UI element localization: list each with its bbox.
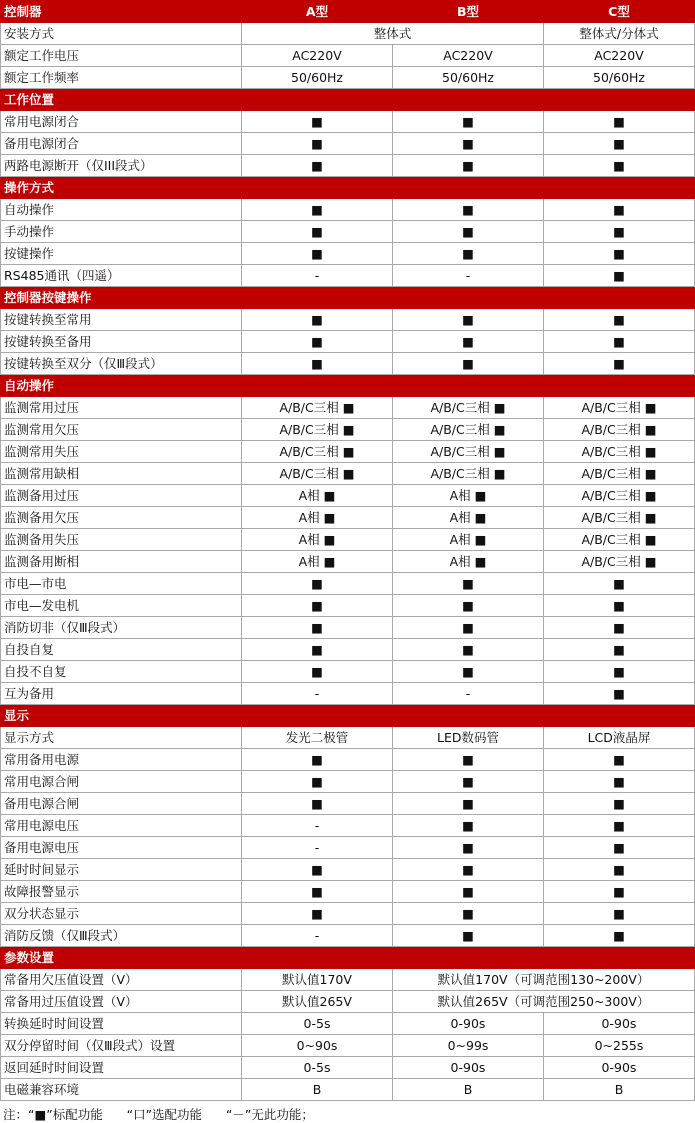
value-cell: ■ (242, 221, 393, 243)
table-row (1, 23, 695, 45)
value-cell: ■ (544, 683, 695, 705)
value-cell: A相 ■ (242, 507, 393, 529)
row-label: 自动操作 (1, 199, 242, 221)
value-cell: ■ (544, 199, 695, 221)
row-label: 市电—市电 (1, 573, 242, 595)
value-cell: LCD液晶屏 (544, 727, 695, 749)
value-cell: - (393, 265, 544, 287)
table-row (1, 485, 695, 507)
row-label: 监测备用断相 (1, 551, 242, 573)
footnote: 注：“■”标配功能 “口”选配功能 “－”无此功能； (3, 1107, 314, 1122)
row-label: 消防切非（仅Ⅲ段式） (1, 617, 242, 639)
table-row (1, 67, 695, 89)
row-label: 常用备用电源 (1, 749, 242, 771)
value-cell: A/B/C三相 ■ (544, 529, 695, 551)
row-label: 故障报警显示 (1, 881, 242, 903)
value-cell: - (242, 683, 393, 705)
section-title: 显示 (1, 705, 695, 727)
table-row (1, 221, 695, 243)
table-row (1, 925, 695, 947)
row-label: 按键转换至常用 (1, 309, 242, 331)
table-row (1, 133, 695, 155)
table-row (1, 639, 695, 661)
value-cell: ■ (544, 595, 695, 617)
value-cell: ■ (544, 925, 695, 947)
table-row (1, 991, 695, 1013)
table-row (1, 265, 695, 287)
value-cell: ■ (393, 199, 544, 221)
value-cell: ■ (544, 639, 695, 661)
value-cell: ■ (393, 793, 544, 815)
value-cell: ■ (544, 331, 695, 353)
table-row (1, 749, 695, 771)
section-title: 自动操作 (1, 375, 695, 397)
table-header-row (1, 1, 695, 23)
table-row (1, 903, 695, 925)
value-cell: A/B/C三相 ■ (242, 441, 393, 463)
table-row (1, 793, 695, 815)
value-cell: ■ (242, 639, 393, 661)
value-cell: ■ (242, 133, 393, 155)
value-cell: - (242, 837, 393, 859)
table-row (1, 837, 695, 859)
value-cell: ■ (393, 353, 544, 375)
value-cell: ■ (242, 331, 393, 353)
table-row (1, 463, 695, 485)
row-label: 自投自复 (1, 639, 242, 661)
row-label: 自投不自复 (1, 661, 242, 683)
section-header-row (1, 375, 695, 397)
value-cell: A/B/C三相 ■ (393, 463, 544, 485)
value-cell: ■ (544, 309, 695, 331)
row-label: 延时时间显示 (1, 859, 242, 881)
value-cell: A/B/C三相 ■ (544, 419, 695, 441)
value-cell: 发光二极管 (242, 727, 393, 749)
value-cell: A/B/C三相 ■ (242, 397, 393, 419)
row-label: 备用电源电压 (1, 837, 242, 859)
value-cell: ■ (242, 595, 393, 617)
value-cell: A相 ■ (393, 507, 544, 529)
value-cell: ■ (393, 111, 544, 133)
value-cell: ■ (242, 903, 393, 925)
value-cell: ■ (393, 925, 544, 947)
value-cell: A相 ■ (242, 551, 393, 573)
row-label: 常备用过压值设置（V） (1, 991, 242, 1013)
value-cell: A/B/C三相 ■ (393, 441, 544, 463)
row-label: 备用电源闭合 (1, 133, 242, 155)
table-row (1, 573, 695, 595)
table-row (1, 155, 695, 177)
section-header-row (1, 705, 695, 727)
value-cell: ■ (242, 353, 393, 375)
table-row (1, 617, 695, 639)
value-cell: AC220V (393, 45, 544, 67)
row-label: 双分状态显示 (1, 903, 242, 925)
table-row (1, 551, 695, 573)
table-row (1, 1035, 695, 1057)
table-row (1, 309, 695, 331)
section-title: 工作位置 (1, 89, 695, 111)
section-header-row (1, 89, 695, 111)
value-cell: ■ (544, 111, 695, 133)
value-cell: 50/60Hz (544, 67, 695, 89)
value-cell: ■ (544, 749, 695, 771)
value-cell: - (242, 265, 393, 287)
row-label: 转换延时时间设置 (1, 1013, 242, 1035)
value-cell: 50/60Hz (242, 67, 393, 89)
value-cell: 默认值170V (242, 969, 393, 991)
table-row (1, 45, 695, 67)
value-cell: ■ (544, 661, 695, 683)
value-cell: A相 ■ (242, 485, 393, 507)
row-label: 按键转换至备用 (1, 331, 242, 353)
table-row (1, 507, 695, 529)
table-row (1, 661, 695, 683)
row-label: 显示方式 (1, 727, 242, 749)
row-label: 消防反馈（仅Ⅲ段式） (1, 925, 242, 947)
row-label: 常用电源合闸 (1, 771, 242, 793)
header-type-b: B型 (393, 1, 544, 23)
value-cell: A/B/C三相 ■ (242, 419, 393, 441)
value-cell: 0-5s (242, 1057, 393, 1079)
header-type-c: C型 (544, 1, 695, 23)
row-label: 手动操作 (1, 221, 242, 243)
value-cell: - (393, 683, 544, 705)
value-cell: ■ (544, 573, 695, 595)
value-cell: ■ (393, 617, 544, 639)
value-cell: ■ (242, 573, 393, 595)
value-cell: 默认值170V（可调范围130~200V） (393, 969, 695, 991)
row-label: 监测常用失压 (1, 441, 242, 463)
value-cell: AC220V (544, 45, 695, 67)
value-cell: 0-5s (242, 1013, 393, 1035)
row-label: 电磁兼容环境 (1, 1079, 242, 1101)
value-cell: B (242, 1079, 393, 1101)
spec-table-body (1, 1, 695, 1101)
value-cell: A相 ■ (242, 529, 393, 551)
row-label: 按键转换至双分（仅Ⅲ段式） (1, 353, 242, 375)
value-cell: A/B/C三相 ■ (544, 551, 695, 573)
value-cell: A/B/C三相 ■ (544, 485, 695, 507)
value-cell: ■ (393, 771, 544, 793)
value-cell: ■ (242, 881, 393, 903)
value-cell: ■ (242, 749, 393, 771)
value-cell: ■ (544, 837, 695, 859)
row-label: 返回延时时间设置 (1, 1057, 242, 1079)
row-label: 常用电源闭合 (1, 111, 242, 133)
section-title: 参数设置 (1, 947, 695, 969)
table-row (1, 969, 695, 991)
value-cell: 0-90s (544, 1013, 695, 1035)
value-cell: ■ (393, 639, 544, 661)
table-row (1, 815, 695, 837)
row-label: 市电—发电机 (1, 595, 242, 617)
row-label: 两路电源断开（仅III段式） (1, 155, 242, 177)
value-cell: ■ (544, 793, 695, 815)
value-cell: ■ (544, 265, 695, 287)
table-row (1, 111, 695, 133)
table-row (1, 1057, 695, 1079)
value-cell: A相 ■ (393, 485, 544, 507)
value-cell: ■ (242, 771, 393, 793)
value-cell: A/B/C三相 ■ (544, 507, 695, 529)
value-cell: 0-90s (393, 1057, 544, 1079)
value-cell: 0-90s (393, 1013, 544, 1035)
row-label: 监测备用过压 (1, 485, 242, 507)
table-row (1, 529, 695, 551)
value-cell: 50/60Hz (393, 67, 544, 89)
row-label: 备用电源合闸 (1, 793, 242, 815)
value-cell: AC220V (242, 45, 393, 67)
value-cell: ■ (544, 859, 695, 881)
row-label: 安装方式 (1, 23, 242, 45)
value-cell: ■ (393, 903, 544, 925)
value-cell: 默认值265V (242, 991, 393, 1013)
value-cell: B (393, 1079, 544, 1101)
value-cell: A相 ■ (393, 529, 544, 551)
value-cell: A/B/C三相 ■ (544, 463, 695, 485)
value-cell: ■ (242, 309, 393, 331)
value-cell: A相 ■ (393, 551, 544, 573)
header-controller: 控制器 (1, 1, 242, 23)
value-cell: A/B/C三相 ■ (242, 463, 393, 485)
section-header-row (1, 177, 695, 199)
table-row (1, 243, 695, 265)
row-label: 额定工作电压 (1, 45, 242, 67)
table-row (1, 441, 695, 463)
table-row (1, 397, 695, 419)
value-cell: 0-90s (544, 1057, 695, 1079)
value-cell: LED数码管 (393, 727, 544, 749)
value-cell: ■ (393, 309, 544, 331)
value-cell: - (242, 925, 393, 947)
value-cell: ■ (393, 221, 544, 243)
value-cell: ■ (242, 111, 393, 133)
row-label: RS485通讯（四遥） (1, 265, 242, 287)
table-row (1, 199, 695, 221)
value-cell: - (242, 815, 393, 837)
value-cell: A/B/C三相 ■ (393, 397, 544, 419)
row-label: 互为备用 (1, 683, 242, 705)
value-cell: A/B/C三相 ■ (544, 397, 695, 419)
value-cell: B (544, 1079, 695, 1101)
table-row (1, 1013, 695, 1035)
value-cell: ■ (544, 881, 695, 903)
header-type-a: A型 (242, 1, 393, 23)
row-label: 双分停留时间（仅Ⅲ段式）设置 (1, 1035, 242, 1057)
value-cell: 0~90s (242, 1035, 393, 1057)
value-cell: ■ (544, 353, 695, 375)
value-cell: ■ (393, 749, 544, 771)
value-cell: ■ (393, 133, 544, 155)
value-cell: ■ (544, 155, 695, 177)
value-cell: ■ (393, 573, 544, 595)
value-cell: ■ (393, 155, 544, 177)
value-cell: ■ (393, 331, 544, 353)
value-cell: ■ (544, 903, 695, 925)
value-cell: 整体式/分体式 (544, 23, 695, 45)
value-cell: ■ (242, 859, 393, 881)
value-cell: ■ (393, 815, 544, 837)
value-cell: 0~255s (544, 1035, 695, 1057)
section-header-row (1, 947, 695, 969)
value-cell: ■ (242, 617, 393, 639)
row-label: 常备用欠压值设置（V） (1, 969, 242, 991)
value-cell: ■ (242, 661, 393, 683)
value-cell: ■ (393, 243, 544, 265)
value-cell: ■ (544, 815, 695, 837)
value-cell: ■ (393, 837, 544, 859)
row-label: 监测常用过压 (1, 397, 242, 419)
table-row (1, 683, 695, 705)
table-row (1, 353, 695, 375)
value-cell: ■ (242, 199, 393, 221)
section-title: 控制器按键操作 (1, 287, 695, 309)
value-cell: ■ (544, 221, 695, 243)
table-row (1, 771, 695, 793)
value-cell: A/B/C三相 ■ (393, 419, 544, 441)
value-cell: ■ (544, 771, 695, 793)
table-row (1, 1079, 695, 1101)
value-cell: ■ (544, 617, 695, 639)
value-cell: ■ (242, 243, 393, 265)
value-cell: ■ (544, 243, 695, 265)
value-cell: ■ (393, 595, 544, 617)
table-row (1, 727, 695, 749)
value-cell: ■ (242, 793, 393, 815)
row-label: 监测备用欠压 (1, 507, 242, 529)
value-cell: ■ (393, 859, 544, 881)
row-label: 常用电源电压 (1, 815, 242, 837)
row-label: 按键操作 (1, 243, 242, 265)
value-cell: 0~99s (393, 1035, 544, 1057)
table-row (1, 331, 695, 353)
value-cell: A/B/C三相 ■ (544, 441, 695, 463)
value-cell: ■ (242, 155, 393, 177)
row-label: 监测常用欠压 (1, 419, 242, 441)
table-row (1, 419, 695, 441)
value-cell: 默认值265V（可调范围250~300V） (393, 991, 695, 1013)
row-label: 额定工作频率 (1, 67, 242, 89)
value-cell: 整体式 (242, 23, 544, 45)
table-row (1, 881, 695, 903)
section-title: 操作方式 (1, 177, 695, 199)
row-label: 监测常用缺相 (1, 463, 242, 485)
table-row (1, 859, 695, 881)
value-cell: ■ (393, 661, 544, 683)
table-row (1, 595, 695, 617)
value-cell: ■ (544, 133, 695, 155)
value-cell: ■ (393, 881, 544, 903)
section-header-row (1, 287, 695, 309)
row-label: 监测备用失压 (1, 529, 242, 551)
